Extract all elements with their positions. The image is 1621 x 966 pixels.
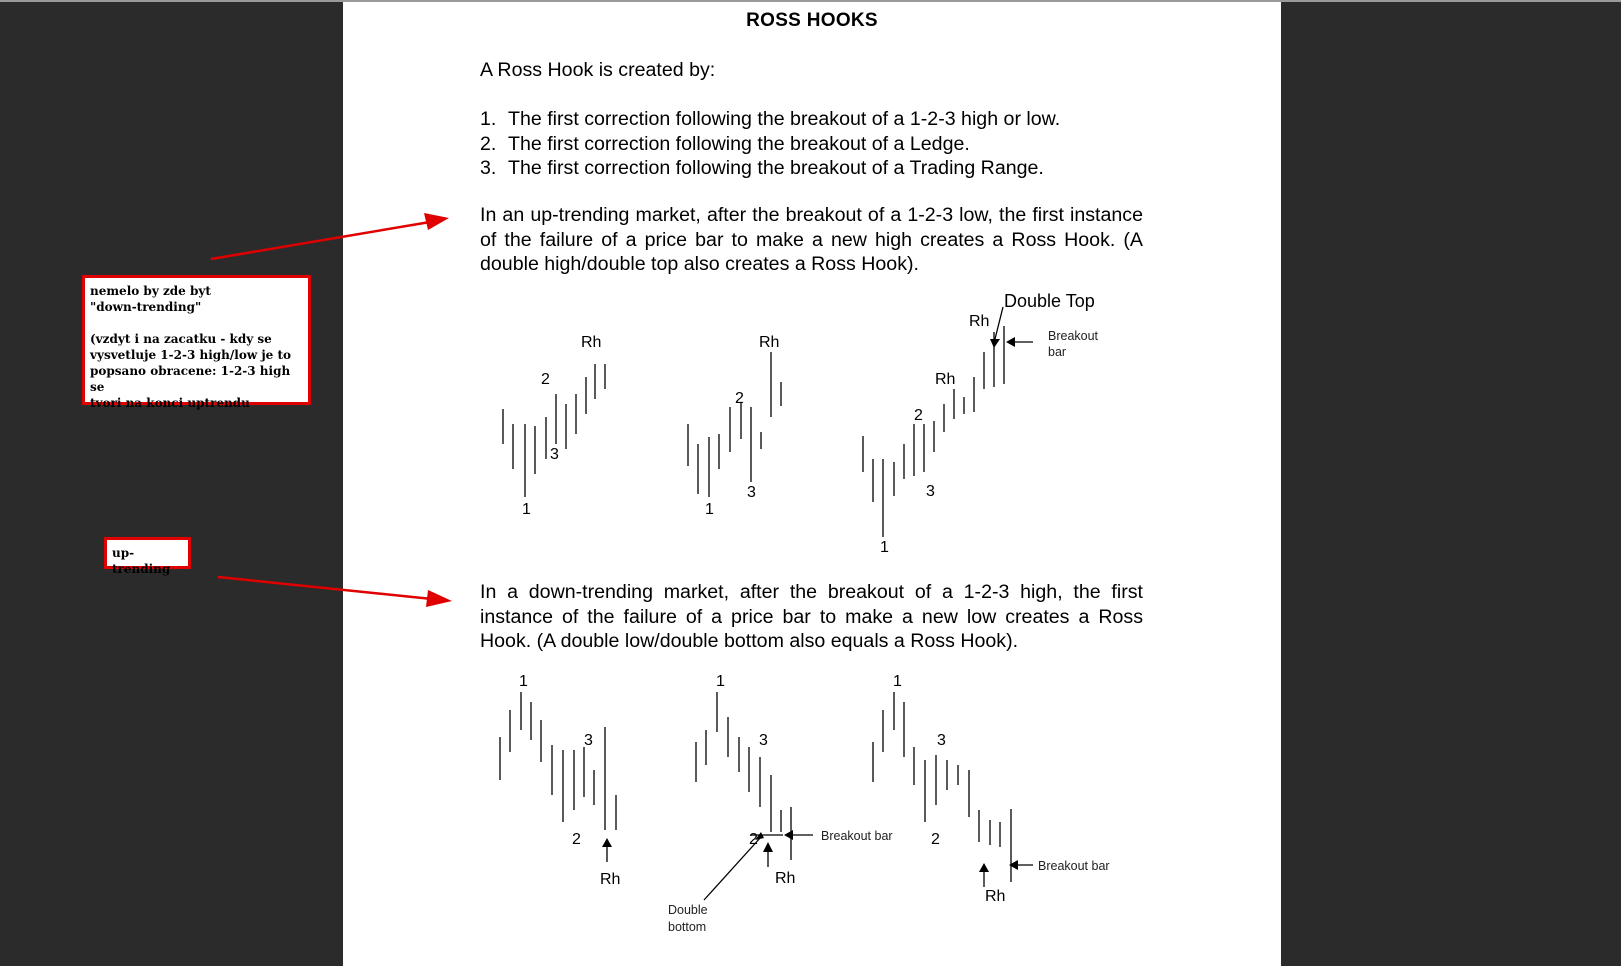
double-bottom-label-line2: bottom bbox=[668, 920, 707, 934]
breakout-bar-label-line1: Breakout bbox=[1048, 329, 1099, 343]
down1-point2-label: 2 bbox=[572, 831, 581, 848]
down1-point1-label: 1 bbox=[519, 673, 528, 690]
down1-hook-label: Rh bbox=[600, 871, 621, 888]
document-page[interactable] bbox=[343, 2, 1281, 966]
up3-point3-label: 3 bbox=[926, 483, 935, 500]
intro-text: A Ross Hook is created by: bbox=[480, 59, 716, 81]
down2-point1-label: 1 bbox=[716, 673, 725, 690]
breakout-bar-label-line2: bar bbox=[1048, 345, 1067, 359]
list-item-text: The first correction following the breakout of a Ledge. bbox=[508, 132, 970, 155]
list-item bbox=[480, 156, 1143, 181]
up1-hook-label: Rh bbox=[581, 334, 602, 351]
note-line: tvori na konci uptrendu bbox=[90, 396, 250, 410]
double-top-label: Double Top bbox=[1004, 291, 1095, 311]
downtrend-diagrams bbox=[343, 672, 1281, 962]
downtrend-paragraph: In a down-trending market, after the breakout of a 1-2-3 high, the first instance of the failure of a price bar to make a new low creates a Ross Hook. (A double low/double bottom also equals a Ross Hook). bbox=[480, 581, 1143, 652]
note-line: nemelo by zde byt bbox=[90, 284, 211, 298]
up3-point1-label: 1 bbox=[880, 539, 889, 556]
up2-point3-label: 3 bbox=[747, 484, 756, 501]
annotation-note-uptrending[interactable] bbox=[104, 537, 191, 576]
up1-point1-label: 1 bbox=[522, 501, 531, 518]
down3-breakout-label: Breakout bar bbox=[1038, 859, 1110, 873]
list-item bbox=[480, 107, 1143, 132]
down2-hook-label: Rh bbox=[775, 870, 796, 887]
down2-breakout-label: Breakout bar bbox=[821, 829, 893, 843]
double-bottom-label-line1: Double bbox=[668, 903, 708, 917]
up3-hook1-label: Rh bbox=[935, 371, 956, 388]
up2-point2-label: 2 bbox=[735, 390, 744, 407]
list-item-number: 2. bbox=[480, 132, 497, 155]
uptrend-paragraph: In an up-trending market, after the breakout of a 1-2-3 low, the first instance of the failure of a price bar to make a new high creates a Ross Hook. (A double high/double top also creates a Ross Hook). bbox=[480, 204, 1143, 275]
up2-hook-label: Rh bbox=[759, 334, 780, 351]
note-line: popsano obracene: 1-2-3 high se bbox=[90, 364, 291, 394]
down3-point3-label: 3 bbox=[937, 732, 946, 749]
annotation-note-downtrending[interactable] bbox=[82, 275, 311, 410]
down3-point2-label: 2 bbox=[931, 831, 940, 848]
up2-point1-label: 1 bbox=[705, 501, 714, 518]
up3-hook2-label: Rh bbox=[969, 313, 990, 330]
note-line: (vzdyt i na zacatku - kdy se bbox=[90, 332, 272, 346]
down2-point3-label: 3 bbox=[759, 732, 768, 749]
up3-point2-label: 2 bbox=[914, 407, 923, 424]
note-line: "down-trending" bbox=[90, 300, 202, 314]
note-text: up-trending bbox=[112, 546, 171, 576]
down2-point2-label: 2 bbox=[749, 831, 758, 848]
list-item-number: 3. bbox=[480, 157, 497, 179]
page-title: ROSS HOOKS bbox=[746, 10, 878, 31]
list-item-number: 1. bbox=[480, 108, 497, 130]
list-item-text: The first correction following the breakout of a Trading Range. bbox=[508, 157, 1044, 179]
down3-hook-label: Rh bbox=[985, 888, 1006, 905]
note-line: vysvetluje 1-2-3 high/low je to bbox=[90, 348, 292, 362]
note-spacer bbox=[90, 315, 304, 331]
list-item bbox=[480, 132, 1143, 157]
up1-point3-label: 3 bbox=[550, 446, 559, 463]
down3-point1-label: 1 bbox=[893, 673, 902, 690]
down1-point3-label: 3 bbox=[584, 732, 593, 749]
hook-list bbox=[480, 107, 1143, 181]
up1-point2-label: 2 bbox=[541, 371, 550, 388]
list-item-text: The first correction following the breakout of a 1-2-3 high or low. bbox=[508, 108, 1061, 130]
uptrend-diagrams bbox=[343, 284, 1281, 574]
